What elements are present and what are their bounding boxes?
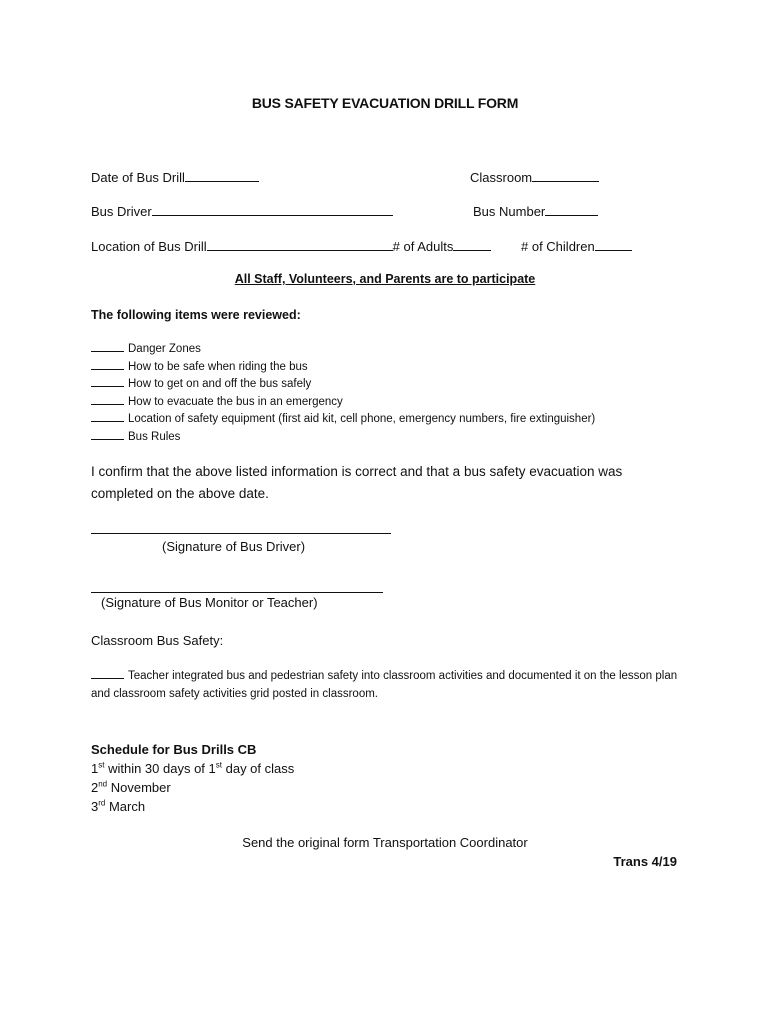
- check-line[interactable]: [91, 340, 124, 352]
- adults-input-line[interactable]: [453, 238, 491, 251]
- check-line[interactable]: [91, 410, 124, 422]
- location-label: Location of Bus Drill: [91, 239, 207, 254]
- teacher-checklist-item: [91, 667, 691, 703]
- form-code: Trans 4/19: [613, 854, 677, 869]
- classroom-safety-heading: Classroom Bus Safety:: [91, 633, 224, 648]
- driver-signature-label: (Signature of Bus Driver): [162, 539, 306, 554]
- schedule-item: 1st within 30 days of 1st day of class: [91, 760, 295, 776]
- schedule-heading: Schedule for Bus Drills CB: [91, 742, 257, 757]
- driver-label: Bus Driver: [91, 204, 152, 219]
- adults-label: # of Adults: [392, 239, 454, 254]
- date-label: Date of Bus Drill: [91, 170, 185, 185]
- check-line[interactable]: [91, 358, 124, 370]
- children-label: # of Children: [521, 239, 595, 254]
- check-line[interactable]: [91, 393, 124, 405]
- checklist-item: Danger Zones: [91, 340, 595, 358]
- bus-number-label: Bus Number: [473, 204, 546, 219]
- driver-signature-line[interactable]: [91, 533, 391, 534]
- monitor-signature-label: (Signature of Bus Monitor or Teacher): [101, 595, 318, 610]
- children-input-line[interactable]: [595, 238, 632, 251]
- reviewed-heading: The following items were reviewed:: [91, 308, 301, 322]
- check-line[interactable]: [91, 375, 124, 387]
- children-field: [521, 238, 632, 254]
- review-checklist: [91, 340, 595, 445]
- teacher-item-text: Teacher integrated bus and pedestrian safety into classroom activities and documented it on the lesson plan and classroom safety activities grid posted in classroom.: [91, 670, 678, 700]
- checklist-item: How to evacuate the bus in an emergency: [91, 393, 595, 411]
- location-field: [91, 238, 491, 254]
- classroom-field: [470, 169, 599, 185]
- checklist-item: How to get on and off the bus safely: [91, 375, 595, 393]
- bus-number-field: [473, 203, 598, 219]
- form-title: BUS SAFETY EVACUATION DRILL FORM: [251, 95, 519, 111]
- driver-input-line[interactable]: [152, 203, 393, 216]
- confirmation-statement: I confirm that the above listed information is correct and that a bus safety evacuation was completed on the above date.: [91, 464, 623, 501]
- footer-note: Send the original form Transportation Coordinator: [242, 835, 528, 850]
- date-field: [91, 169, 259, 185]
- schedule-item: 3rd March: [91, 798, 146, 814]
- classroom-input-line[interactable]: [532, 169, 599, 182]
- checklist-item: How to be safe when riding the bus: [91, 358, 595, 376]
- bus-number-input-line[interactable]: [545, 203, 598, 216]
- checklist-item: Bus Rules: [91, 428, 595, 446]
- drill-schedule: [91, 740, 294, 816]
- participation-note: All Staff, Volunteers, and Parents are to participate: [234, 272, 536, 286]
- monitor-signature-line[interactable]: [91, 592, 383, 593]
- check-line[interactable]: [91, 667, 124, 679]
- classroom-label: Classroom: [470, 170, 533, 185]
- check-line[interactable]: [91, 428, 124, 440]
- location-input-line[interactable]: [207, 238, 393, 251]
- schedule-item: 2nd November: [91, 779, 171, 795]
- date-input-line[interactable]: [185, 169, 259, 182]
- driver-field: [91, 203, 393, 219]
- checklist-item: Location of safety equipment (first aid kit, cell phone, emergency numbers, fire extinguisher): [91, 410, 595, 428]
